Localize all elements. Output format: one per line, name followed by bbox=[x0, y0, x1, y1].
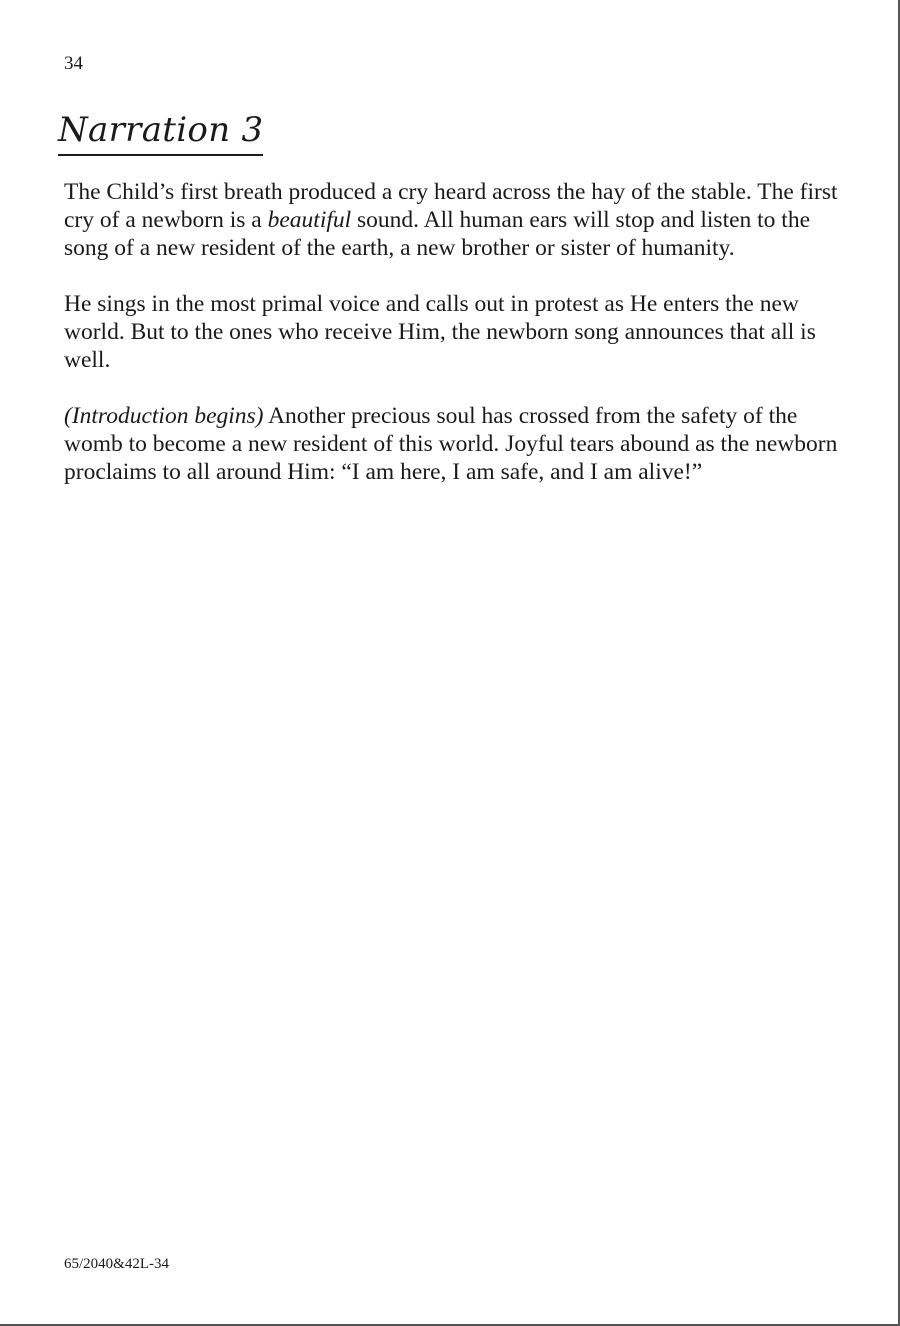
paragraph-2-text: He sings in the most primal voice and calls out in protest as He enters the new world. But to the ones who receive Him, the newborn song announces that all is well. bbox=[64, 291, 816, 373]
paragraph-1-text-b: sound. All human ears will stop and listen to the song of a new resident of the earth, a new brother or sister of humanity. bbox=[64, 207, 811, 261]
page-number: 34 bbox=[64, 53, 83, 74]
paragraph-1 bbox=[64, 178, 844, 262]
paragraph-3-text: Another precious soul has crossed from the safety of the womb to become a new resident of this world. Joyful tears abound as the newborn proclaims to all around Him: “I am here, I am safe, and I am alive!” bbox=[64, 403, 838, 485]
stage-cue: (Introduction begins) bbox=[64, 403, 264, 429]
paragraph-1-emphasis: beautiful bbox=[267, 207, 352, 233]
narration-body bbox=[64, 178, 844, 514]
paragraph-3 bbox=[64, 402, 844, 486]
paragraph-1-text-a: The Child’s first breath produced a cry heard across the hay of the stable. The first cry of a newborn is a bbox=[64, 179, 838, 233]
paragraph-2 bbox=[64, 290, 844, 374]
footer-catalog-code: 65/2040&42L-34 bbox=[64, 1256, 169, 1272]
page-title: Narration 3 bbox=[58, 108, 263, 156]
